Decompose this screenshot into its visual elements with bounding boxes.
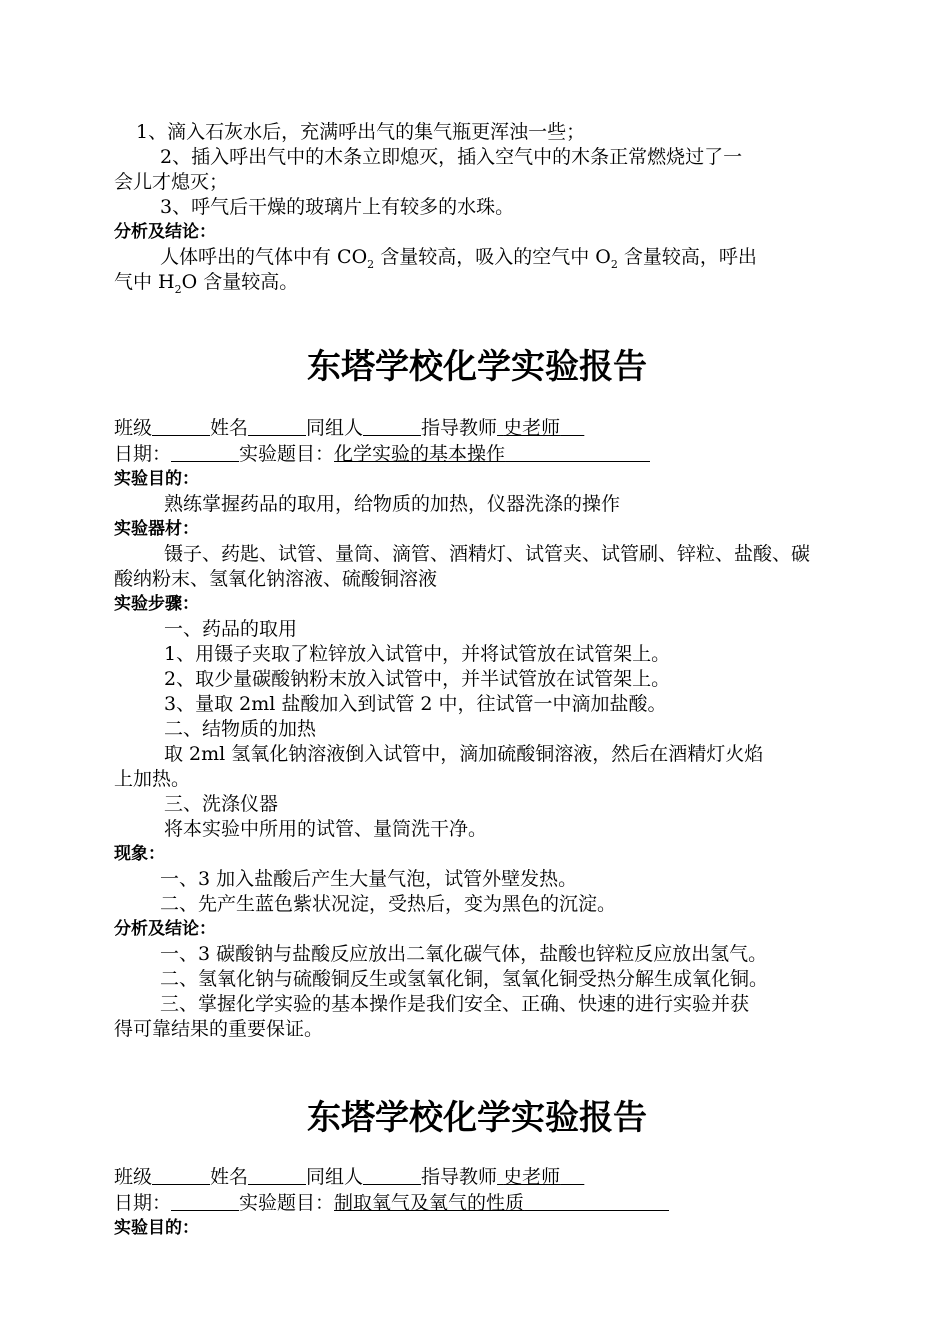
analysis-1: 一、3 碳酸钠与盐酸反应放出二氧化碳气体，盐酸也锌粒反应放出氢气。 <box>160 943 768 965</box>
step-section-3: 三、洗涤仪器 <box>164 793 279 815</box>
phenomenon-heading: 现象： <box>114 844 165 864</box>
observation-2a: 2、插入呼出气中的木条立即熄灭，插入空气中的木条正常燃烧过了一 <box>160 146 743 168</box>
step-section-2: 二、结物质的加热 <box>164 718 317 740</box>
report-title-2: 东塔学校化学实验报告 <box>307 1098 647 1138</box>
topic-value-2: 制取氧气及氧气的性质 <box>334 1192 525 1214</box>
purpose-heading: 实验目的： <box>114 469 199 489</box>
conclusion-line-2: 气中 $H_2O$ 含量较高。 <box>114 271 299 296</box>
step-section-1: 一、药品的取用 <box>164 618 298 640</box>
step-2-line-2: 上加热。 <box>114 768 191 790</box>
purpose-text: 熟练掌握药品的取用，给物质的加热，仪器洗涤的操作 <box>164 493 621 515</box>
materials-line-1: 镊子、药匙、试管、量筒、滴管、酒精灯、试管夹、试管刷、锌粒、盐酸、碳 <box>164 543 811 565</box>
step-1-3: 3、量取 2ml 盐酸加入到试管 2 中，往试管一中滴加盐酸。 <box>164 693 667 715</box>
step-3-1: 将本实验中所用的试管、量筒洗干净。 <box>164 818 488 840</box>
conclusion-line-1: 人体呼出的气体中有 $CO_2$ 含量较高，吸入的空气中 $O_2$ 含量较高，呼出 <box>160 246 757 271</box>
report-date-topic-line-2: 日期： 实验题目：制取氧气及氧气的性质 <box>114 1190 840 1216</box>
analysis-3-line-1: 三、掌握化学实验的基本操作是我们安全、正确、快速的进行实验并获 <box>160 993 750 1015</box>
teacher-name-2: 史老师 <box>503 1166 561 1188</box>
topic-value: 化学实验的基本操作 <box>334 443 506 465</box>
phenomenon-2: 二、先产生蓝色紫状况淀，受热后，变为黑色的沉淀。 <box>160 893 617 915</box>
analysis-3-line-2: 得可靠结果的重要保证。 <box>114 1018 324 1040</box>
observation-1: 1、滴入石灰水后，充满呼出气的集气瓶更浑浊一些； <box>136 121 586 143</box>
step-1-2: 2、取少量碳酸钠粉末放入试管中，并半试管放在试管架上。 <box>164 668 671 690</box>
materials-line-2: 酸纳粉末、氢氧化钠溶液、硫酸铜溶液 <box>114 568 438 590</box>
step-2-line-1: 取 2ml 氢氧化钠溶液倒入试管中，滴加硫酸铜溶液，然后在酒精灯火焰 <box>164 743 764 765</box>
report-header-line: 班级 姓名 同组人 指导教师 史老师 <box>114 415 840 441</box>
report-date-topic-line: 日期： 实验题目：化学实验的基本操作 <box>114 441 840 467</box>
observation-2b: 会儿才熄灭； <box>114 171 229 193</box>
steps-heading: 实验步骤： <box>114 594 199 614</box>
step-1-1: 1、用镊子夹取了粒锌放入试管中，并将试管放在试管架上。 <box>164 643 671 665</box>
teacher-name: 史老师 <box>503 417 561 439</box>
document-page <box>114 120 840 1241</box>
purpose-heading-2: 实验目的： <box>114 1218 199 1238</box>
phenomenon-1: 一、3 加入盐酸后产生大量气泡，试管外壁发热。 <box>160 868 578 890</box>
analysis-2: 二、氢氧化钠与硫酸铜反生或氢氧化铜，氢氧化铜受热分解生成氧化铜。 <box>160 968 769 990</box>
materials-heading: 实验器材： <box>114 519 199 539</box>
analysis-heading-2: 分析及结论： <box>114 919 216 939</box>
report-header-line-2: 班级 姓名 同组人 指导教师 史老师 <box>114 1164 840 1190</box>
analysis-heading: 分析及结论： <box>114 222 216 242</box>
observation-3: 3、呼气后干燥的玻璃片上有较多的水珠。 <box>160 196 515 218</box>
report-title: 东塔学校化学实验报告 <box>307 347 647 387</box>
